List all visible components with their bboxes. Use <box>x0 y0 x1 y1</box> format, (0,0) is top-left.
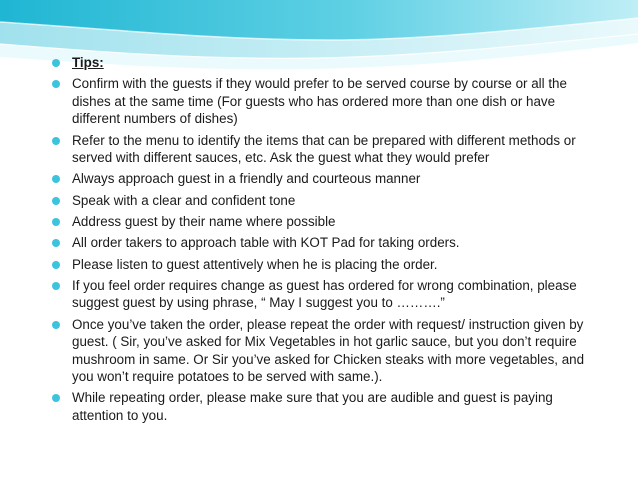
tip-text: Refer to the menu to identify the items that can be prepared with different methods or served with different sauces, etc. Ask the guest what they would prefer <box>72 132 576 166</box>
tip-text: Confirm with the guests if they would prefer to be served course by course or all the dishes at the same time (For guests who has ordered more than one dish or have different numbers of dishes) <box>72 76 567 127</box>
tip-list-item <box>52 213 600 231</box>
tips-heading: Tips: <box>72 55 104 70</box>
tip-list-item <box>52 75 600 128</box>
tip-text: While repeating order, please make sure that you are audible and guest is paying attention to you. <box>72 390 553 423</box>
bullet-dot-icon <box>52 282 60 290</box>
tip-list-item <box>52 170 600 188</box>
tip-text: Once you’ve taken the order, please repeat the order with request/ instruction given by guest. ( Sir, you’ve asked for Mix Vegetables in hot garlic sauce, but you don’t require mushroom in same. Or Sir you’ve asked for Chicken steaks with more vegetables, and you won’t require potatoes to be served with same.). <box>72 316 585 385</box>
bullet-dot-icon <box>52 175 60 183</box>
tip-list-item <box>52 132 600 167</box>
tip-text: Please listen to guest attentively when he is placing the order. <box>72 256 438 272</box>
bullet-dot-icon <box>52 218 60 226</box>
bullet-dot-icon <box>52 197 60 205</box>
tips-heading-item <box>52 54 600 72</box>
tip-text: Always approach guest in a friendly and courteous manner <box>72 171 421 187</box>
tip-text: Address guest by their name where possible <box>72 213 336 229</box>
bullet-dot-icon <box>52 137 60 145</box>
tip-list-item <box>52 256 600 274</box>
tip-list-item <box>52 234 600 252</box>
bullet-dot-icon <box>52 80 60 88</box>
bullet-dot-icon <box>52 59 60 67</box>
tips-bullet-list <box>52 54 600 428</box>
tip-list-item <box>52 316 600 386</box>
bullet-dot-icon <box>52 321 60 329</box>
tip-text: All order takers to approach table with KOT Pad for taking orders. <box>72 235 460 251</box>
tip-list-item <box>52 192 600 210</box>
tip-text: Speak with a clear and confident tone <box>72 192 296 208</box>
bullet-dot-icon <box>52 394 60 402</box>
tip-list-item <box>52 389 600 424</box>
tip-text: If you feel order requires change as guest has ordered for wrong combination, please suggest guest by using phrase, “ May I suggest you to ……….” <box>72 277 577 311</box>
bullet-dot-icon <box>52 261 60 269</box>
bullet-dot-icon <box>52 239 60 247</box>
tip-list-item <box>52 277 600 312</box>
